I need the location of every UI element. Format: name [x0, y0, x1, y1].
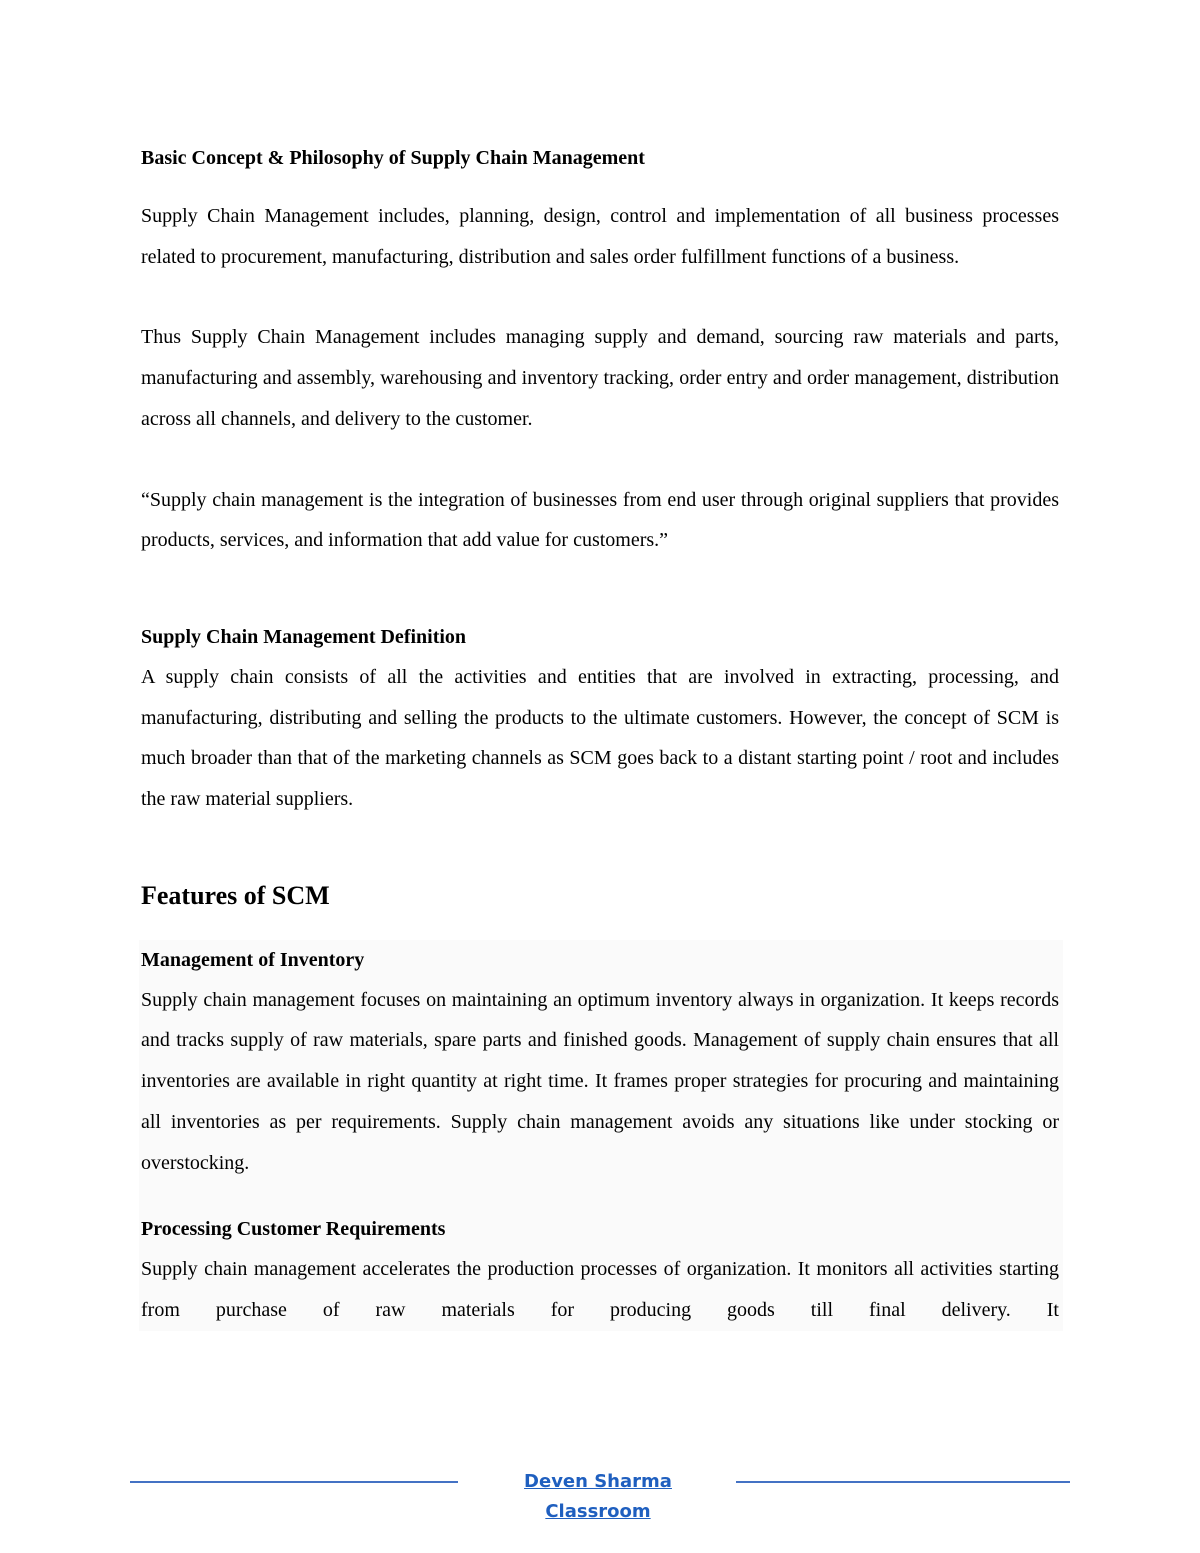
footer-link[interactable]: Deven Sharma Classroom — [524, 1471, 672, 1522]
subheading-management-of-inventory: Management of Inventory — [141, 948, 365, 971]
subheading-processing-customer-requirements: Processing Customer Requirements — [141, 1218, 446, 1241]
paragraph-definition: A supply chain consists of all the activities and entities that are involved in extracting, processing, and manufacturing, distributing and selling the products to the ultimate customers. However, the concept of SCM is much broader than that of the marketing channels as SCM goes back to a distant starting point / root and includes the raw material suppliers. — [141, 665, 1059, 811]
page-footer — [130, 1467, 1070, 1522]
footer-rule-left — [130, 1481, 458, 1483]
paragraph-scm-managing: Thus Supply Chain Management includes managing supply and demand, sourcing raw materials and parts, manufacturing and assembly, warehousing and inventory tracking, order entry and order management, distribution across all channels, and delivery to the customer. — [141, 326, 1059, 430]
page-content — [141, 138, 1059, 1331]
paragraph-scm-quote: “Supply chain management is the integration of businesses from end user through original suppliers that provides products, services, and information that add value for customers.” — [141, 488, 1059, 552]
features-block — [139, 940, 1063, 1331]
paragraph-customer-requirements: Supply chain management accelerates the production processes of organization. It monitors all activities starting from purchase of raw materials for producing goods till final delivery. It — [141, 1258, 1059, 1321]
paragraph-scm-includes: Supply Chain Management includes, planning, design, control and implementation of all business processes related to procurement, manufacturing, distribution and sales order fulfillment functions of a business. — [141, 205, 1059, 268]
section-heading-basic-concept: Basic Concept & Philosophy of Supply Chain Management — [141, 147, 645, 169]
footer-rule-right — [736, 1481, 1070, 1483]
section-title-features: Features of SCM — [141, 880, 330, 910]
section-heading-definition: Supply Chain Management Definition — [141, 625, 467, 648]
paragraph-inventory: Supply chain management focuses on maintaining an optimum inventory always in organization. It keeps records and tracks supply of raw materials, spare parts and finished goods. Management of supply chain ensures that all inventories are available in right quantity at right time. It frames proper strategies for procuring and maintaining all inventories as per requirements. Supply chain management avoids any situations like under stocking or overstocking. — [141, 988, 1059, 1174]
